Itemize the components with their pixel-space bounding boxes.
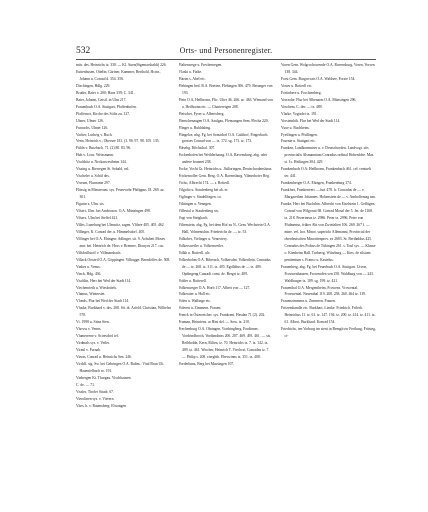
index-column-1: [76, 62, 171, 502]
index-entry: Vites, h. v. Raumsberg; Elwangen.: [76, 403, 127, 408]
index-entry: Bruder, Baier v. 200; Hans 339; C. 341.: [76, 90, 135, 95]
index-entry: Uhner, Ulmer 126.: [76, 118, 104, 123]
index-entry: Vissing u. Bierregen St. Sebald, cnl.: [76, 167, 130, 172]
index-entry: Vicho, Albrecht 174. — s. Rotterll.: [178, 181, 231, 186]
index-entry: Hub v. Loos: Weissmann.: [76, 153, 114, 158]
index-entry: Baier, Johann, Geistl. in Ulm 217.: [76, 97, 127, 102]
index-entry: C. de. — 71.: [76, 382, 95, 387]
index-entry: Volder u. Rotterell.: [178, 278, 207, 283]
index-entry: Forst Gem. Burgwrcais O.A. Waldsee, Forste 154.: [281, 76, 356, 81]
index-entry: Vinbergen Kt. Thurgau. Vischhausen.: [76, 375, 132, 380]
index-entry: Voleren u. Zimmern, Frauen.: [178, 306, 222, 311]
index-entry: Vilsers, Ulm bei Steffel 421.: [76, 215, 119, 220]
index-entry: Vlarke, Vogtsdei tz. 191.: [281, 111, 318, 116]
index-entry: Volkerater u. Hall etc.: [178, 292, 211, 297]
index-entry: Flehingen bed. B.A. Bretten, Flehingen 306. 479. Berunger von 193.: [178, 83, 273, 95]
index-entry: mitr. des. Heinrichs tz. 330. — Kl. Auen(Sigemarsbaldi) 226.: [76, 63, 167, 67]
index-entry: Fyeilingen u. Pfullingen.: [281, 132, 318, 137]
index-column-2: [179, 62, 274, 502]
index-entry: Viglinger v. Sindelfingen. ca.: [178, 195, 222, 200]
index-entry: Vischhitz u. Neckarwestheim 144.: [76, 160, 127, 165]
index-entry: Volkenweger O.A. Horb 117. Albert von — 127.: [178, 285, 251, 290]
index-entry: Virchll. sig. Sw. bei Gebringen O.A. Baltm.: Vital Bran Ult. Hauenfelbach ro. 191.: [76, 361, 165, 373]
index-entry: Villsbrillstoff v. Villmansbach.: [76, 250, 122, 255]
index-entry: Vischeler u. Schäf des.: [76, 174, 110, 179]
index-entry: Frauenberg, abg. Fg. bei Feuerbach O.A. Stuttgart. Urvon, Frouwenhausen, Frowendvn ven 250. Waldburg von — 243. Waldburger tz. 189. sg. 199. tz. 421.: [281, 264, 374, 283]
index-entry: Figurin z. Ulm. sis.: [76, 202, 105, 207]
index-entry: Vorrzohe, Flur bei Albenarm O.A. Münsingen 296.: [281, 97, 357, 102]
index-entry: Frauenthal O.A. Mergentheim, Frowens. Vrowental. Frouwental. Neuenthal 119. 208. 258. 260. 464 tz. 119.: [281, 285, 366, 297]
index-columns: [76, 62, 376, 502]
index-entry: Vilttingen u. Venngen.: [178, 202, 212, 207]
index-entry: Vieroltnen sys. v. Vierern.: [76, 396, 115, 401]
index-entry: Fruman, Heinriens. ar Hint del. — Soss. tz. 210.: [178, 320, 250, 325]
index-entry: Villinger, K. Conrad der. u. Himmelsdorf. 405.: [76, 229, 146, 234]
index-entry: Vlumerrene v. Sciresdorf tel.: [76, 334, 119, 339]
index-entry: Vivrum, Flurname 297.: [76, 181, 111, 186]
index-entry: Voster u. Rotterll etc.: [281, 83, 313, 88]
index-entry: Vinkes u. Venus.: [76, 264, 101, 269]
index-entry: Vilgolio u. Staufenberg bei ab. er.: [178, 188, 229, 193]
index-entry: Friedrichs, ten Vorburg im sient in Bemgfrow Freiburg, Fritsteg, ci-: [281, 327, 376, 339]
index-entry: Vlaski u. Fialte.: [178, 69, 203, 74]
index-entry: Flaltenwege u. Frechenregen.: [178, 63, 223, 67]
index-entry: Pfaffenrot, Kirche des Stifts zu. 127.: [76, 111, 131, 116]
index-entry: Vorderbanz, Berg bei Massingen 107.: [178, 361, 235, 366]
index-entry: Frankenbach O.A. Heilbronn, Frankenbach 461. cel. centuelt ter. 441.: [281, 167, 372, 179]
index-entry: Vieras, Conrad u. Heinrichs Sen. 246.: [76, 355, 132, 360]
index-entry: Vilsert, Ulm. bei Ambroson. O.A. Münsingen 498.: [76, 209, 151, 214]
index-entry: Frankfurt, Frankenvert. —furt 478. fr. Conradus de — v. Margarethen Johannes. Hohenstein de — v. Amhoffentag nm.: [281, 188, 376, 200]
index-entry: Fläsebg. Höchsthaf. 307.: [178, 146, 216, 151]
index-entry: Fruenie u. Stuttgart etc.: [281, 139, 316, 144]
index-entry: Virdmals sys. v. Vetler.: [76, 341, 110, 346]
page-number: 532: [76, 46, 91, 56]
index-entry: Flenschenaugen O.A. Saulgau, Flensungen Sem. Flecha 220.: [178, 118, 269, 123]
index-entry: Viechenrieth u. Wiesbritels.: [76, 285, 117, 290]
index-entry: Vilfinger bei O.A. Ehingen: Adlinger. sit. 9. Achsheit Moses ann: bei. Heinrich de. Hoss v. Brenner, Dionyos 217. cas.: [76, 236, 165, 248]
index-entry: Frauenbach O.A. Stuttgart, Pfaffenhofen.: [76, 104, 137, 109]
index-entry: Vhovss v. Venns.: [76, 327, 102, 332]
running-title: Orts- und Personenregister.: [179, 46, 273, 55]
index-entry: Vinck, Hdg. 436.: [76, 271, 102, 276]
page-header: [76, 45, 376, 57]
index-entry: Vorsteinhib. Flur bei Wed der Stadt 114.: [281, 118, 341, 123]
index-entry: Vogt von Steigbach.: [178, 215, 209, 220]
index-entry: Viltenstein, abg. Fg. bei dem Hof zu N., Gem. Wechstein O.A. Hall, Volmentshin. Friederichs de. — tz. 53.: [178, 222, 271, 234]
index-entry: Vluske, Burkhard v. des. 208. Sit. dt. Arfeld, Christian, Wilhelm 570.: [76, 306, 171, 318]
index-entry: Volen u. Wallinge etc.: [178, 299, 211, 304]
index-entry: Fockenhofen bei Weilderhausg. O.A. Ravensburg. abg. oder andere bronnet 238.: [178, 153, 268, 165]
index-column-3: [281, 62, 376, 502]
index-entry: Flingeloe, nhg. Fg. bei Sonstdorf O.A. Gaildorf, Fingerbuch. grosses Conrad von — tz. 172. sg. 173. tz. 173.: [178, 132, 269, 144]
index-entry: Flüssig in Minsterum. sys. Feuerwehr Philippus 18. 269. az. 301.: [76, 188, 165, 200]
index-entry: Franke, Herr bei Buchthin. Albrecht von Eiselstein 1. Geflügen. Conrad von Wilgoratt 68. Conrad Mosal der 5. Jer. de 1168. tz. 218. Pezerineus tz. 2986. Peter tz. 2996. Peter von Pfulmenso, früher Abt von Zwiefalten 106. 269. 267 f. — mine. vel. hor. Minor. superiolo Allemanni, Provincial der oberdeutschen Minoritenprov. ex 2683. Sr. Berthnldus 425. Conrados des Probus de Tübingen 261. s. Toul sys. — Klause o. Kienheim Hall. Turberrg, Würzburg — Ktes. de silsium penitentum s. Franco u. Kastelus.: [281, 202, 376, 262]
index-entry: Volkersweiler u. Volkenweiler.: [178, 243, 224, 248]
index-entry: Frauenzimmern u. Zimmern, Frauen.: [281, 299, 336, 304]
index-entry: Fortinbere u. Forchtenberg.: [281, 90, 322, 95]
index-entry: Villestal u. Staufenberg sis.: [178, 209, 219, 214]
index-entry: Flarim s. Ahel etc.: [178, 76, 206, 81]
index-entry: Frankenberger O.A. Ehingen, Frankenburg 174.: [281, 181, 352, 186]
index-entry: Vacher, Ludwig v. Buch.: [76, 132, 113, 137]
index-entry: Villes, Luneburg bei Ulmwitz, sagen. Vlilsee 405. 405. 462.: [76, 222, 165, 227]
index-entry: Vlamus, Winterstet.: [76, 292, 106, 297]
index-entry: Franken, Landkommiser u. v. Deutschorden. Landvogt. sits provincialis Alsmanniam Conradus ordinal Hohenlohe. Mas. st. 1s. Heilingen 304. 429.: [281, 146, 375, 165]
index-entry: Furnachs, Ulmer 126.: [76, 125, 109, 130]
index-entry: Vuxe u. Buchheim.: [281, 125, 310, 130]
index-entry: Volkerbohm O.A. Biberach, Volkersdm. Volkertlein. Cnnradus de — tz. 268. tz. 311. tz. 405. Egolldius de — tz. 409. Opdingeng Cunradi comi. de. Bergrt tz. 409.: [178, 257, 271, 276]
index-entry: Fritzemhandle etc. Burkhart, Lienke. Friedrich. Frilerh. Heinrichus 11. tz. 61. tz. 147. 194. tz. 200. tz. 414. tz. 411. tz. 61. Albert. Burkhard. Konrad 154.: [281, 306, 376, 325]
index-entry: Venn, Heinrich v.; Obersee 181. (3. 96. 97. 98. 105. 135.: [76, 139, 160, 144]
index-entry: Voren Gem. Wolgrochowende O.A. Ravensburg, Voren, Vorsen 138. 344.: [281, 63, 375, 74]
index-entry: Vlonds, Flur bei Wed der Stadt 114.: [76, 299, 129, 304]
index-entry: Flinger u. Buhldalmg.: [178, 125, 212, 130]
header-rule: [76, 59, 376, 60]
index-entry: Dischingen, Hdlg. 229.: [76, 83, 111, 88]
index-entry: Focke, Vocht Gr. Heinrichs u. Jfalloringen, Deutschordenshaus.: [178, 167, 273, 172]
index-entry: Flein O.A. Heilbronn, Flic. Ulter 46. 266. ac. 463. Wienand von a. Heilbronn etc. — Chartereigen 208.: [178, 97, 273, 109]
index-entry: Vissler, Tiroler Stiadr. 67.: [76, 389, 114, 394]
index-entry: Villack Ortsteil O.A. Göppingen. Vilbugge. Berndöffes de. 508.: [76, 257, 171, 262]
index-entry: Fühln v. Butzbach. 71. (2) 80. 83. 96.: [76, 146, 132, 151]
index-entry: Viraul v. Furnak.: [76, 348, 101, 353]
index-entry: Volkober, Vielinger u. Venovtery.: [178, 236, 228, 241]
index-entry: Euttenhusen, Ottelin; Gärtner, Kammer, Berthold, Hcinr., Johann u. Conrad d. 354. 356.: [76, 69, 161, 81]
index-entry: Frenck in Österreicher. sys. Frankrent. Hesdan 71 (2). 202.: [178, 313, 266, 318]
index-entry: Frechenburg O.A. Ohringen, Vordringberg. Fordinner, Vordrindbroch, Vordimdinss 206. 207. 469. 493. 461. — sis. Reibholdn, Kern, Rilien, tz. 70. Heinrichs tz. 7. tz. 142. tz. 409. tz. 461. Wischer, Heinrich T. Vierlcrst, Conradns tz. 7. — Philip s. 208. vierghtb. Eberwinns tz. 351. tz. 408.: [178, 327, 272, 360]
index-entry: Frickenroller Gem. Berg. O.A. Ravensburg. Vilmerhofer Reg.: [178, 174, 270, 179]
index-entry: Fleischer, Fyrer u. Albertsberg.: [178, 111, 225, 116]
index-entry: Vischlin, Herr bei Wed der Stadt 114.: [76, 278, 132, 283]
index-entry: Vt. 1998 u. Sitna Sten.: [76, 320, 110, 325]
index-entry: Voschem, C. der. — tz. 489.: [281, 104, 323, 109]
index-entry: Volkh u. Rotterll. ulv.: [178, 250, 211, 255]
